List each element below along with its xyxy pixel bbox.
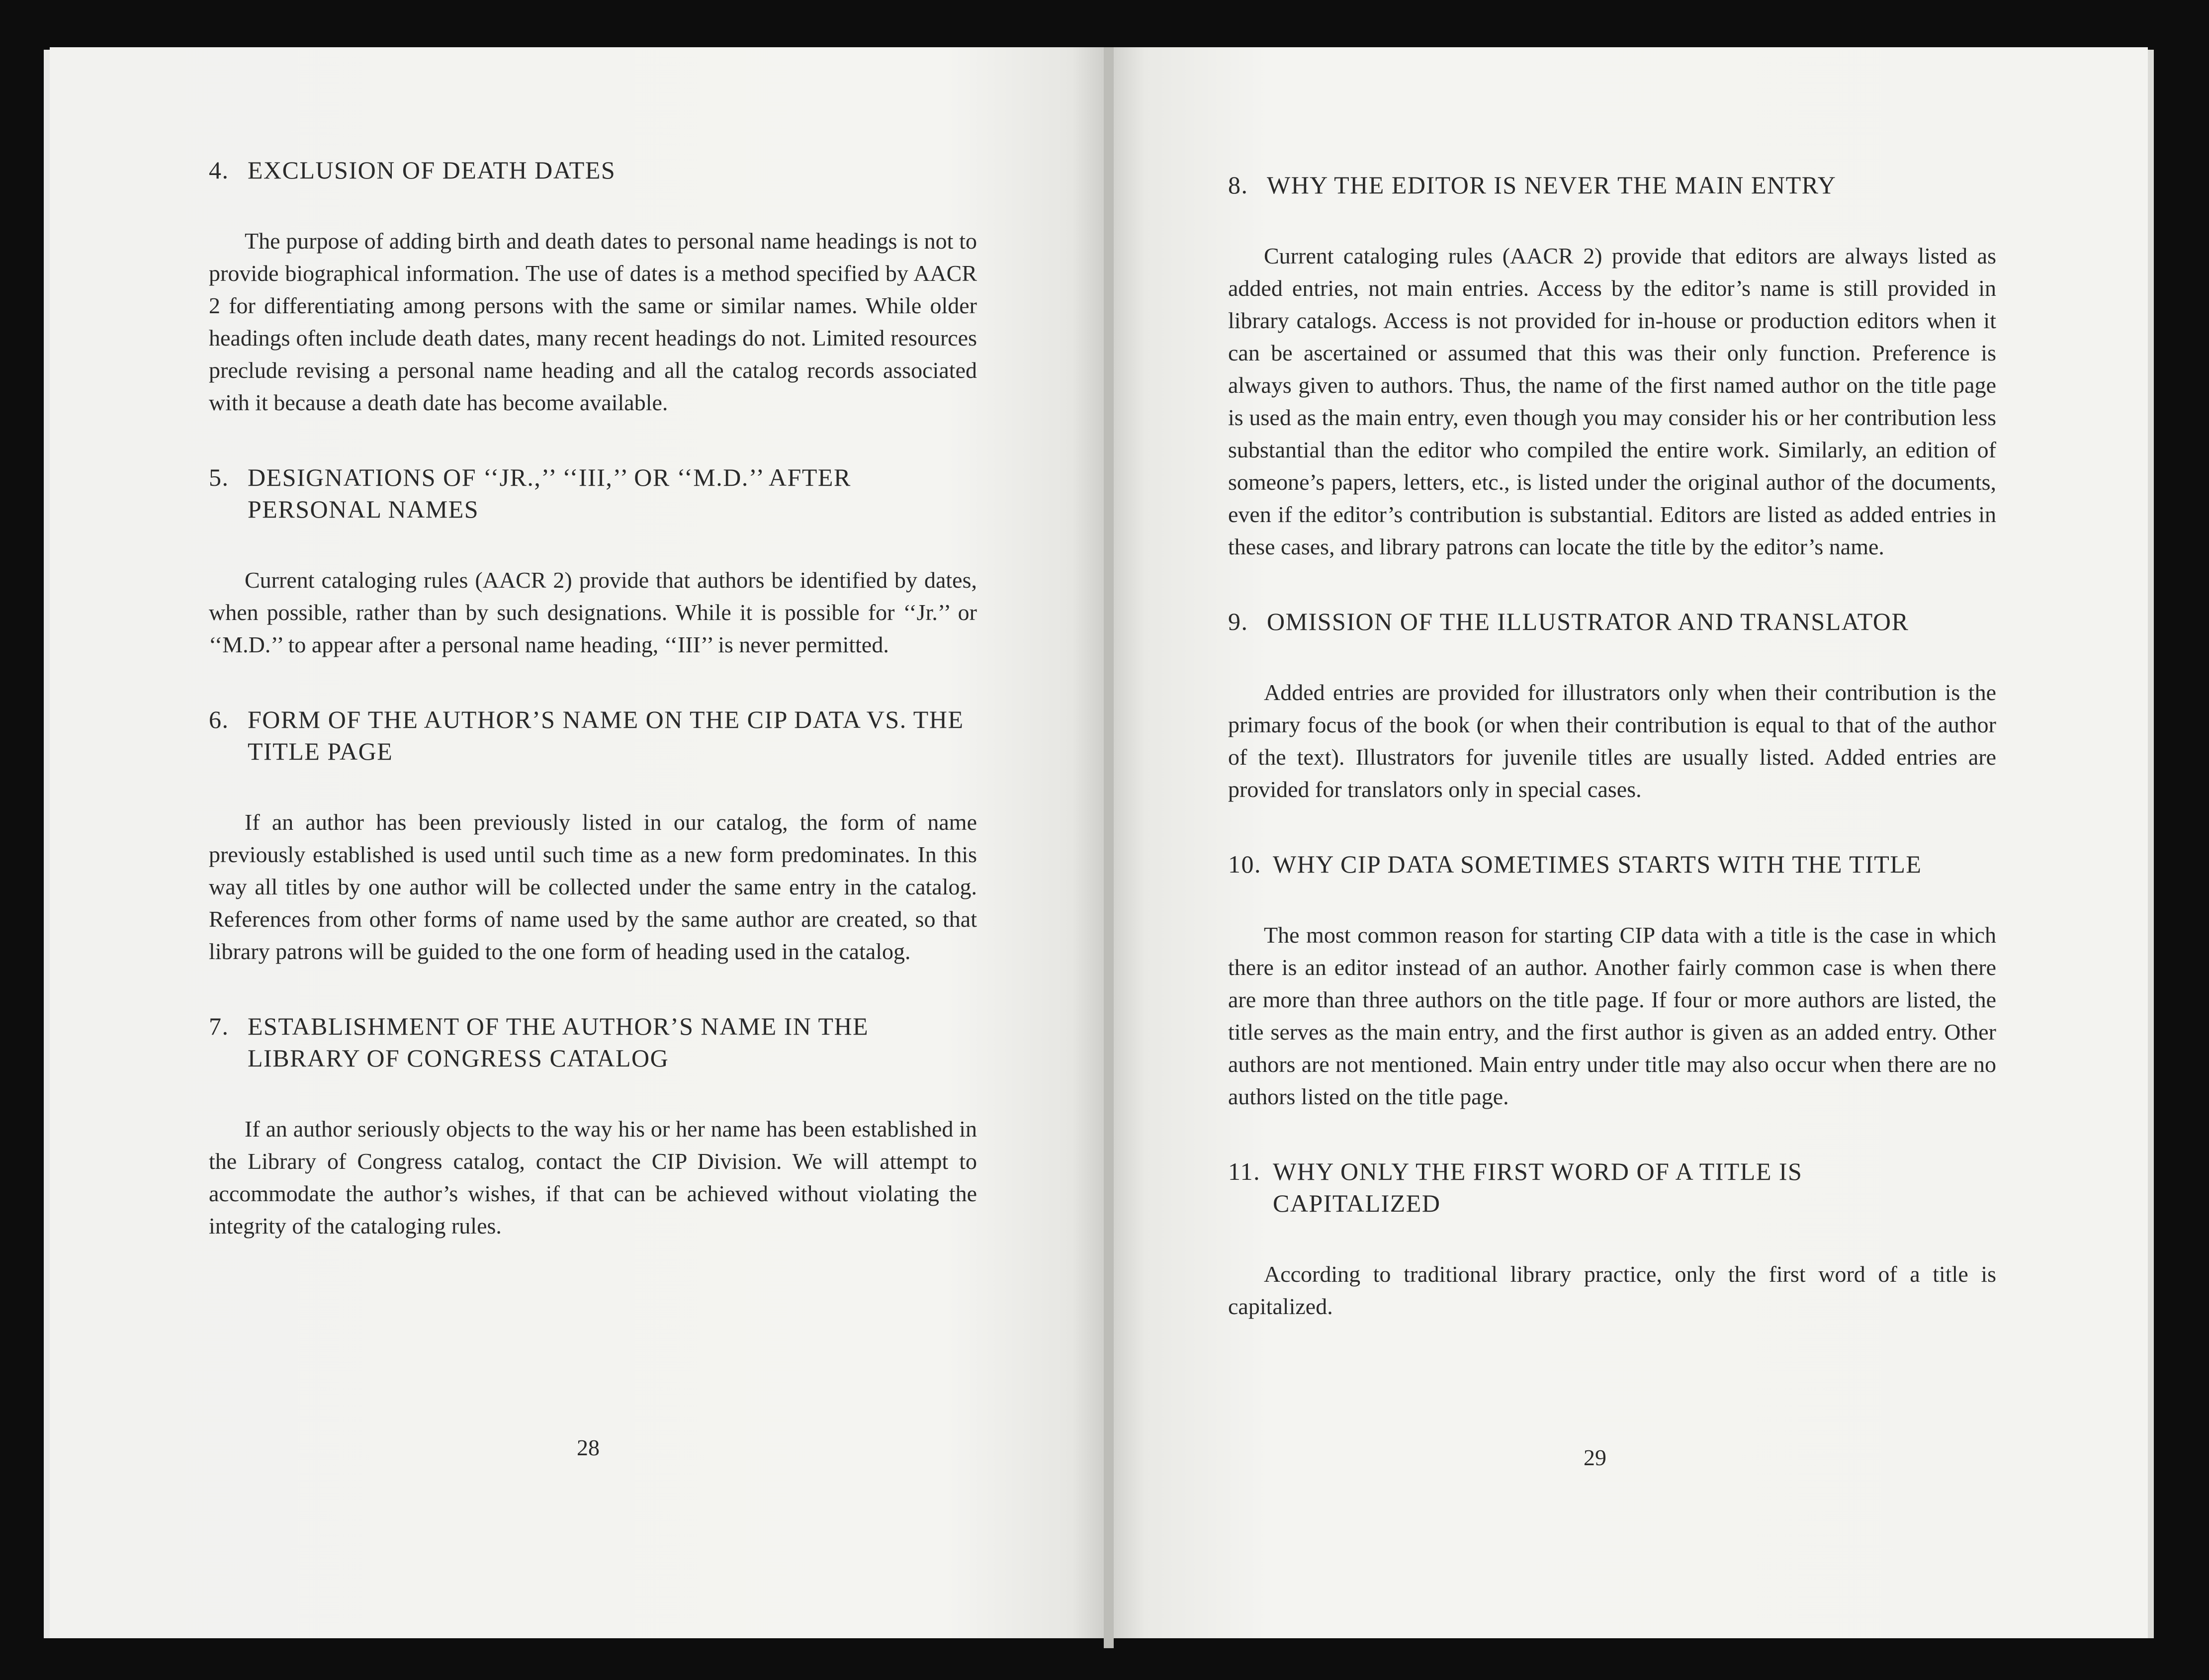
left-page (50, 47, 1104, 1638)
section-title: OMISSION OF THE ILLUSTRATOR AND TRANSLATOR (1267, 608, 1909, 635)
section-number: 7. (209, 1012, 229, 1040)
section-heading (209, 704, 977, 767)
right-page (1114, 47, 2148, 1638)
section-heading (1228, 169, 1996, 201)
section-number: 5. (209, 463, 229, 491)
section-body: The most common reason for starting CIP data with a title is the case in which there is an editor instead of an author. Another fairly common case is when there are more than three authors on the title page. If four or more authors are listed, the title serves as the main entry, and the first author is given as an added entry. Other authors are not mentioned. Main entry under title may also occur when there are no authors listed on the title page. (1228, 922, 1996, 1109)
section-number: 6. (209, 706, 229, 733)
section-body: Current cataloging rules (AACR 2) provide that editors are always listed as added entries, not main entries. Access by the editor’s name is still provided in library catalogs. Access is not provided for in-house or production editors when it can be ascertained or assumed that this was their only function. Preference is always given to authors. Thus, the name of the first named author on the title page is used as the main entry, even though you may consider his or her contribution less substantial than the editor who compiled the entire work. Similarly, an edition of someone’s papers, letters, etc., is listed under the original author of the documents, even if the editor’s contribution is substantial. Editors are listed as added entries in these cases, and library patrons can locate the title by the editor’s name. (1228, 243, 1996, 559)
page-number: 28 (577, 1435, 600, 1460)
section-body: If an author seriously objects to the way his or her name has been established in the Library of Congress catalog, contact the CIP Division. We will attempt to accommodate the author’s wishes, if that can be achieved without violating the integrity of the cataloging rules. (209, 1116, 977, 1238)
page-number: 29 (1584, 1445, 1606, 1470)
section-title: WHY CIP DATA SOMETIMES STARTS WITH THE TITLE (1273, 850, 1922, 878)
section-title: WHY ONLY THE FIRST WORD OF A TITLE IS CAPITALIZED (1273, 1157, 1803, 1217)
section-body: Added entries are provided for illustrators only when their contribution is the primary focus of the book (or when their contribution is equal to that of the author of the text). Illustrators for juvenile titles are usually listed. Added entries are provided for translators only in special cases. (1228, 680, 1996, 802)
section-body: According to traditional library practice, only the first word of a title is capitalized. (1228, 1261, 1996, 1319)
left-page-content (209, 154, 977, 1285)
section-title: DESIGNATIONS OF ‘‘JR.,’’ ‘‘III,’’ OR ‘‘M.D.’’ AFTER PERSONAL NAMES (248, 463, 851, 523)
section-heading (209, 461, 977, 525)
section-title: EXCLUSION OF DEATH DATES (248, 156, 616, 184)
section-title: WHY THE EDITOR IS NEVER THE MAIN ENTRY (1267, 171, 1837, 199)
section-title: FORM OF THE AUTHOR’S NAME ON THE CIP DATA VS. THE TITLE PAGE (248, 706, 964, 765)
section-body: The purpose of adding birth and death dates to personal name headings is not to provide biographical information. The use of dates is a method specified by AACR 2 for differentiating among persons with the same or similar names. While older headings often include death dates, many recent headings do not. Limited resources preclude revising a personal name heading and all the catalog records associated with it because a death date has become available. (209, 228, 977, 415)
section-number: 4. (209, 156, 229, 184)
section-heading (209, 154, 977, 186)
section-body: If an author has been previously listed in our catalog, the form of name previously established is used until such time as a new form predominates. In this way all titles by one author will be collected under the same entry in the catalog. References from other forms of name used by the same author are created, so that library patrons will be guided to the one form of heading used in the catalog. (209, 809, 977, 964)
section-number: 9. (1228, 608, 1248, 635)
section-heading (209, 1010, 977, 1074)
section-number: 8. (1228, 171, 1248, 199)
section-number: 11. (1228, 1157, 1261, 1185)
section-heading (1228, 1155, 1996, 1219)
section-heading (1228, 606, 1996, 637)
section-body: Current cataloging rules (AACR 2) provide that authors be identified by dates, when possible, rather than by such designations. While it is possible for ‘‘Jr.’’ or ‘‘M.D.’’ to appear after a personal name heading, ‘‘III’’ is never permitted. (209, 567, 977, 657)
section-heading (1228, 848, 1996, 880)
right-page-content (1228, 169, 1996, 1365)
section-number: 10. (1228, 850, 1261, 878)
section-title: ESTABLISHMENT OF THE AUTHOR’S NAME IN THE LIBRARY OF CONGRESS CATALOG (248, 1012, 869, 1072)
book-gutter (1104, 47, 1114, 1648)
